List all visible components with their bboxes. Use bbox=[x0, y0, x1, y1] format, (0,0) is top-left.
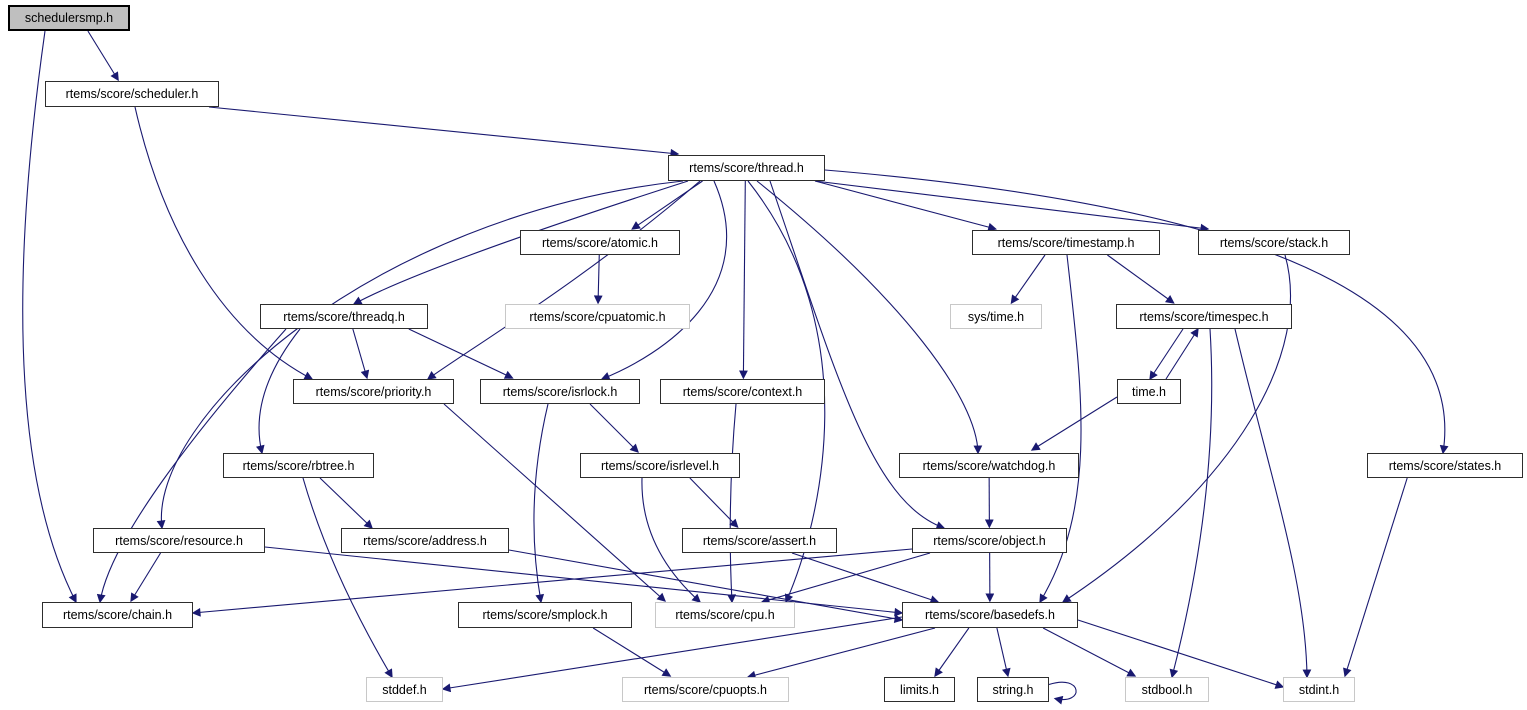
edge-basedefs-to-string bbox=[997, 628, 1008, 676]
node-atomic[interactable]: rtems/score/atomic.h bbox=[520, 230, 680, 255]
node-rbtree[interactable]: rtems/score/rbtree.h bbox=[223, 453, 374, 478]
node-assert[interactable]: rtems/score/assert.h bbox=[682, 528, 837, 553]
edge-time-to-watchdog bbox=[1032, 397, 1117, 450]
node-watchdog[interactable]: rtems/score/watchdog.h bbox=[899, 453, 1079, 478]
node-cpu[interactable]: rtems/score/cpu.h bbox=[655, 602, 795, 628]
edge-schedulersmp-to-scheduler bbox=[88, 31, 118, 80]
edge-isrlock-to-smplock bbox=[534, 404, 548, 602]
edge-time-to-timespec bbox=[1166, 329, 1198, 379]
node-scheduler[interactable]: rtems/score/scheduler.h bbox=[45, 81, 219, 107]
node-priority[interactable]: rtems/score/priority.h bbox=[293, 379, 454, 404]
edge-string-to-string bbox=[1049, 682, 1076, 699]
edge-timespec-to-time bbox=[1150, 329, 1183, 379]
node-systime[interactable]: sys/time.h bbox=[950, 304, 1042, 329]
edge-smplock-to-cpuopts bbox=[593, 628, 670, 676]
node-threadq[interactable]: rtems/score/threadq.h bbox=[260, 304, 428, 329]
edge-basedefs-to-stdbool bbox=[1043, 628, 1135, 676]
edge-resource-to-chain bbox=[131, 553, 161, 601]
node-stddef[interactable]: stddef.h bbox=[366, 677, 443, 702]
edge-scheduler-to-thread bbox=[209, 107, 678, 154]
node-basedefs[interactable]: rtems/score/basedefs.h bbox=[902, 602, 1078, 628]
edge-threadq-to-priority bbox=[353, 329, 367, 378]
edge-states-to-stdint bbox=[1345, 478, 1407, 676]
node-context[interactable]: rtems/score/context.h bbox=[660, 379, 825, 404]
edge-context-to-cpu bbox=[730, 404, 736, 602]
edge-timestamp-to-timespec bbox=[1107, 255, 1173, 303]
node-resource[interactable]: rtems/score/resource.h bbox=[93, 528, 265, 553]
edge-thread-to-watchdog bbox=[757, 181, 978, 453]
edge-threadq-to-isrlock bbox=[409, 329, 513, 378]
edge-thread-to-timestamp bbox=[815, 181, 996, 229]
node-timestamp[interactable]: rtems/score/timestamp.h bbox=[972, 230, 1160, 255]
node-isrlevel[interactable]: rtems/score/isrlevel.h bbox=[580, 453, 740, 478]
node-timespec[interactable]: rtems/score/timespec.h bbox=[1116, 304, 1292, 329]
edge-basedefs-to-cpuopts bbox=[748, 628, 935, 677]
node-stdbool[interactable]: stdbool.h bbox=[1125, 677, 1209, 702]
edge-rbtree-to-address bbox=[320, 478, 372, 528]
node-address[interactable]: rtems/score/address.h bbox=[341, 528, 509, 553]
edge-schedulersmp-to-chain bbox=[23, 31, 76, 602]
node-isrlock[interactable]: rtems/score/isrlock.h bbox=[480, 379, 640, 404]
node-cpuopts[interactable]: rtems/score/cpuopts.h bbox=[622, 677, 789, 702]
node-thread[interactable]: rtems/score/thread.h bbox=[668, 155, 825, 181]
edge-basedefs-to-limits bbox=[935, 628, 969, 676]
edge-isrlock-to-isrlevel bbox=[590, 404, 638, 452]
node-cpuatomic[interactable]: rtems/score/cpuatomic.h bbox=[505, 304, 690, 329]
node-stack[interactable]: rtems/score/stack.h bbox=[1198, 230, 1350, 255]
node-chain[interactable]: rtems/score/chain.h bbox=[42, 602, 193, 628]
node-schedulersmp[interactable]: schedulersmp.h bbox=[8, 5, 130, 31]
node-stdint[interactable]: stdint.h bbox=[1283, 677, 1355, 702]
node-string[interactable]: string.h bbox=[977, 677, 1049, 702]
edge-thread-to-stack bbox=[815, 181, 1208, 229]
edge-thread-to-context bbox=[743, 181, 745, 378]
edge-assert-to-basedefs bbox=[792, 553, 938, 602]
node-limits[interactable]: limits.h bbox=[884, 677, 955, 702]
node-smplock[interactable]: rtems/score/smplock.h bbox=[458, 602, 632, 628]
edge-timestamp-to-systime bbox=[1011, 255, 1045, 303]
node-time[interactable]: time.h bbox=[1117, 379, 1181, 404]
edge-rbtree-to-stddef bbox=[303, 478, 392, 677]
node-object[interactable]: rtems/score/object.h bbox=[912, 528, 1067, 553]
node-states[interactable]: rtems/score/states.h bbox=[1367, 453, 1523, 478]
